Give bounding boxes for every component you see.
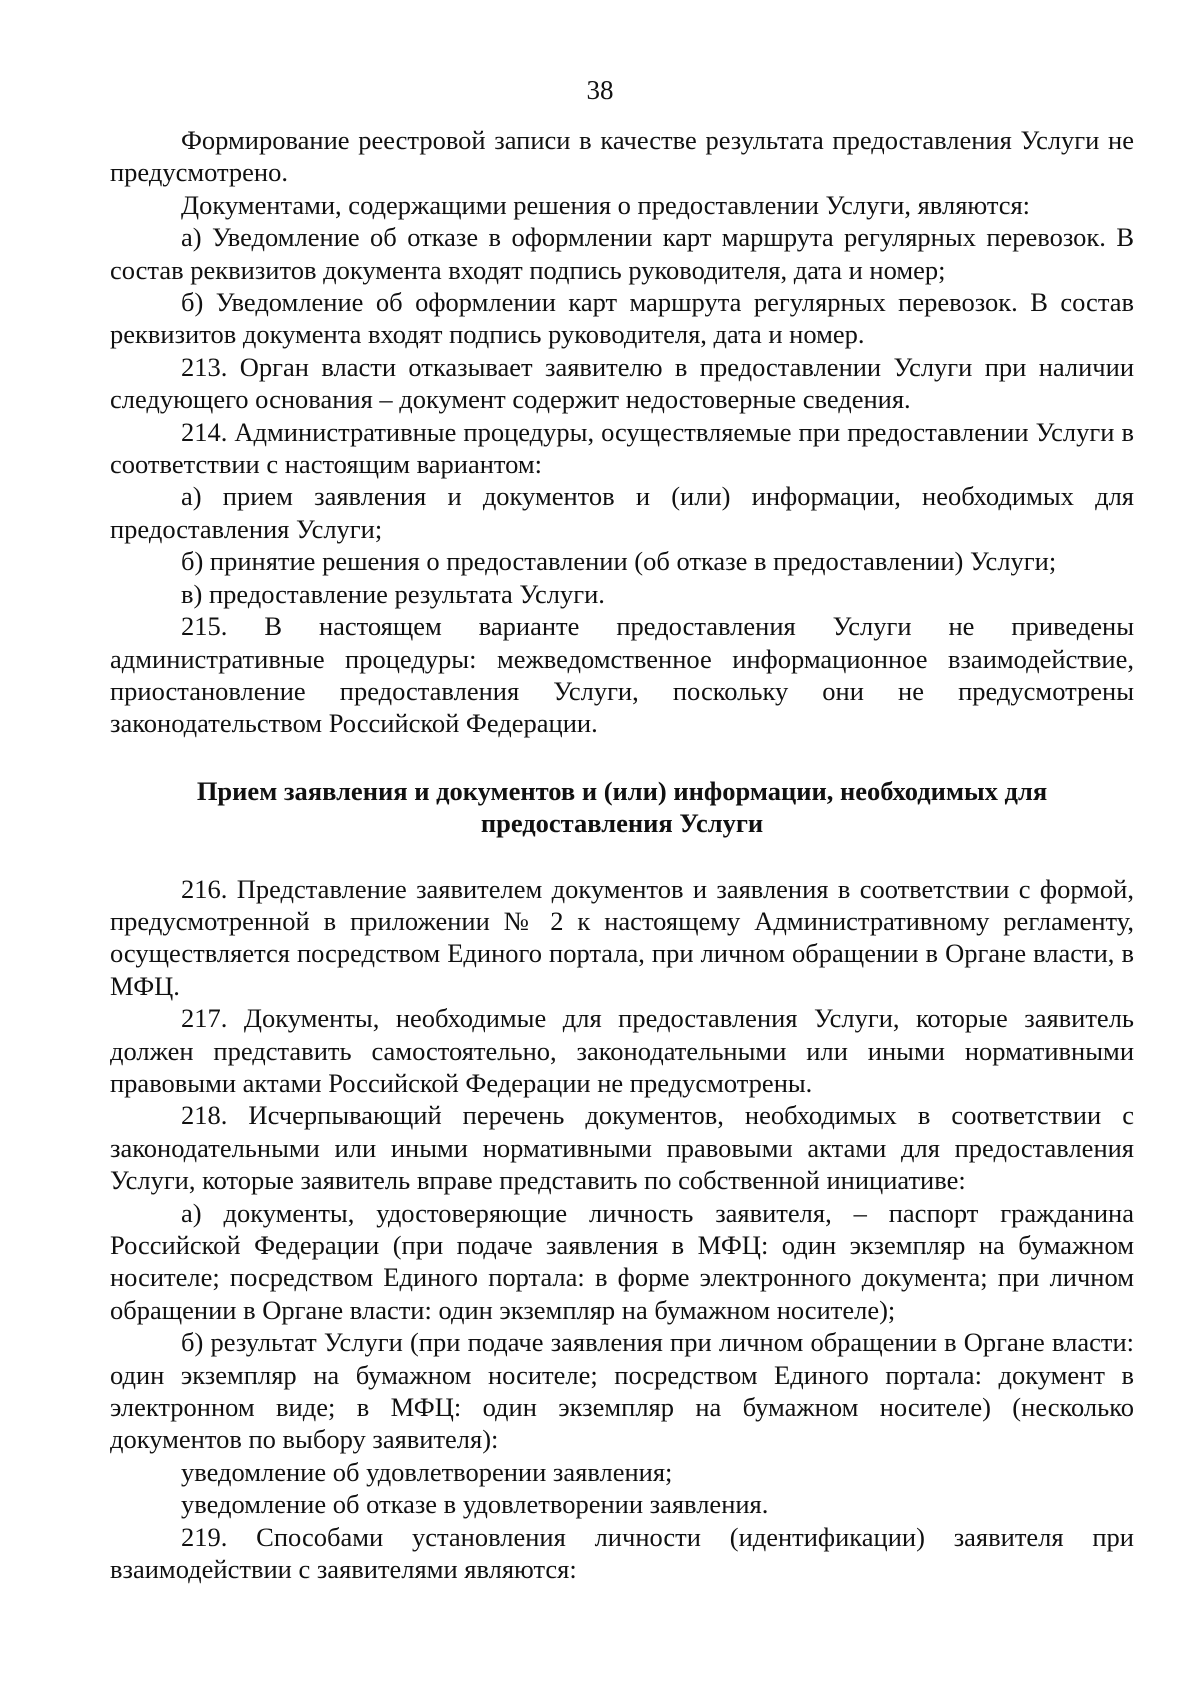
paragraph-decision-documents: Документами, содержащими решения о предоставлении Услуги, являются: — [181, 189, 1031, 220]
paragraph-218: 218. Исчерпывающий перечень документов, необходимых в соответствии с законодательными или иными нормативными правовыми актами для предоставления Услуги, которые заявитель вправе представить по собственной инициативе: — [110, 1100, 1134, 1196]
paragraph-notice-satisfaction: уведомление об удовлетворении заявления; — [181, 1456, 673, 1487]
paragraph-218-item-a: а) документы, удостоверяющие личность заявителя, – паспорт гражданина Российской Федерации (при подаче заявления в МФЦ: один экземпляр на бумажном носителе; посредством Единого портала: в форме электронного документа; при личном обращении в Органе власти: один экземпляр на бумажном носителе); — [110, 1197, 1134, 1325]
paragraph-215: 215. В настоящем варианте предоставления Услуги не приведены административные процедуры: межведомственное информационное взаимодействие, приостановление предоставления Услуги, поскольку они не предусмотрены законодательством Российской Федерации. — [110, 611, 1134, 739]
paragraph-item-a-refusal-notice: а) Уведомление об отказе в оформлении карт маршрута регулярных перевозок. В состав реквизитов документа входят подпись руководителя, дата и номер; — [110, 222, 1134, 285]
paragraph-notice-refusal: уведомление об отказе в удовлетворении заявления. — [181, 1489, 769, 1520]
paragraph-216: 216. Представление заявителем документов и заявления в соответствии с формой, предусмотренной в приложении № 2 к настоящему Административному регламенту, осуществляется посредством Единого портала, при личном обращении в Органе власти, в МФЦ. — [110, 873, 1134, 1001]
paragraph-217: 217. Документы, необходимые для предоставления Услуги, которые заявитель должен представить самостоятельно, законодательными или иными нормативными правовыми актами Российской Федерации не предусмотрены. — [110, 1003, 1134, 1098]
paragraph-214-item-a: а) прием заявления и документов и (или) информации, необходимых для предоставления Услуги; — [110, 481, 1134, 544]
paragraph-item-b-issuance-notice: б) Уведомление об оформлении карт маршрута регулярных перевозок. В состав реквизитов документа входят подпись руководителя, дата и номер. — [110, 287, 1134, 350]
document-body — [110, 124, 1134, 1585]
paragraph-result-registry: Формирование реестровой записи в качестве результата предоставления Услуги не предусмотрено. — [110, 125, 1134, 188]
page-number: 38 — [586, 75, 614, 105]
paragraph-214: 214. Административные процедуры, осуществляемые при предоставлении Услуги в соответствии с настоящим вариантом: — [110, 416, 1134, 480]
section-heading: Прием заявления и документов и (или) информации, необходимых для предоставления Услуги — [196, 775, 1048, 839]
paragraph-213: 213. Орган власти отказывает заявителю в предоставлении Услуги при наличии следующего основания – документ содержит недостоверные сведения. — [110, 351, 1134, 415]
paragraph-214-item-b: б) принятие решения о предоставлении (об отказе в предоставлении) Услуги; — [181, 546, 1057, 577]
paragraph-214-item-v: в) предоставление результата Услуги. — [181, 578, 605, 609]
paragraph-218-item-b: б) результат Услуги (при подаче заявления при личном обращении в Органе власти: один экземпляр на бумажном носителе; посредством Единого портала: документ в электронном виде; в МФЦ: один экземпляр на бумажном носителе) (несколько документов по выбору заявителя): — [110, 1327, 1134, 1455]
paragraph-219: 219. Способами установления личности (идентификации) заявителя при взаимодействии с заявителями являются: — [110, 1521, 1134, 1585]
